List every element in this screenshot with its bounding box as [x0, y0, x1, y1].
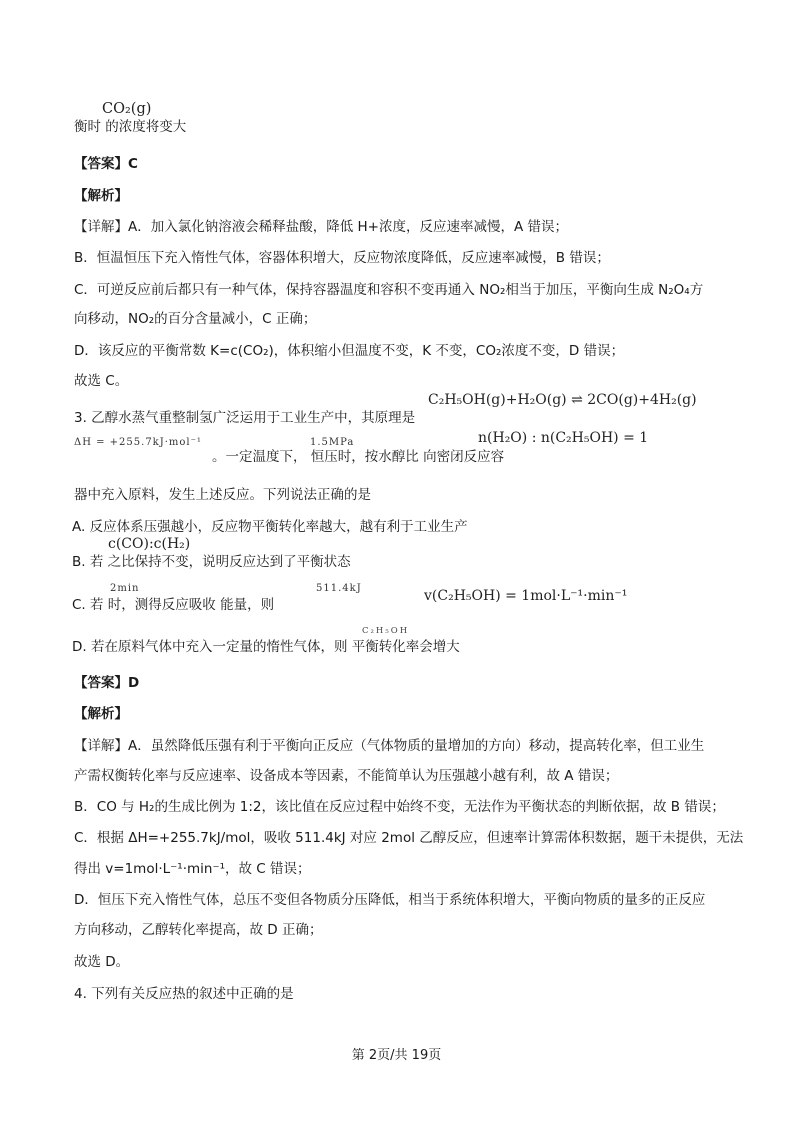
q3-detail-a-line2: 产需权衡转化率与反应速率、设备成本等因素，不能简单认为压强越小越有利，故 A 错误；: [74, 768, 619, 784]
q2-answer: 【答案】C: [74, 156, 138, 172]
q3-option-c-time: 2min: [110, 583, 140, 594]
q3-detail-c-line1: C．根据 ΔH=+255.7kJ/mol，吸收 511.4kJ 对应 2mol 乙醇反应，但速率计算需体积数据，题干未提供，无法: [74, 830, 744, 846]
q3-pressure: 1.5MPa: [310, 437, 355, 448]
q4-stem: 4. 下列有关反应热的叙述中正确的是: [74, 986, 294, 1002]
q3-detail-d-line2: 方向移动，乙醇转化率提高，故 D 正确；: [74, 922, 323, 938]
q3-option-a: A. 反应体系压强越小，反应物平衡转化率越大，越有利于工业生产: [72, 519, 468, 535]
q3-option-d-formula: C₂H₅OH: [362, 626, 410, 636]
q3-option-c: C. 若 时，测得反应吸收 能量，则: [72, 597, 275, 613]
q3-enthalpy: ΔH = +255.7kJ·mol⁻¹: [74, 437, 202, 448]
q3-option-d: D. 若在原料气体中充入一定量的惰性气体，则 平衡转化率会增大: [72, 639, 460, 655]
q3-reaction-equation: C₂H₅OH(g)+H₂O(g) ⇌ 2CO(g)+4H₂(g): [428, 392, 697, 408]
q3-detail-b: B．CO 与 H₂的生成比例为 1:2，该比值在反应过程中始终不变，无法作为平衡状态的判断依据，故 B 错误；: [74, 799, 725, 815]
q2-detail-d: D．该反应的平衡常数 K=c(CO₂)，体积缩小但温度不变，K 不变，CO₂浓度不变，D 错误；: [74, 343, 625, 359]
q2-detail-a: 【详解】A．加入氯化钠溶液会稀释盐酸，降低 H+浓度，反应速率减慢，A 错误；: [74, 219, 569, 235]
q3-detail-c-line2: 得出 v=1mol·L⁻¹·min⁻¹，故 C 错误；: [74, 861, 311, 877]
q3-stem-line2: 。一定温度下， 恒压时，按水醇比 向密闭反应容: [212, 449, 505, 465]
q3-detail-a-line1: 【详解】A．虽然降低压强有利于平衡向正反应（气体物质的量增加的方向）移动，提高转化率，但工业生: [74, 738, 705, 754]
q3-option-c-rate: v(C₂H₅OH) = 1mol·L⁻¹·min⁻¹: [424, 588, 628, 604]
q3-option-b: B. 若 之比保持不变，说明反应达到了平衡状态: [72, 554, 351, 570]
q3-option-b-formula: c(CO):c(H₂): [108, 536, 191, 552]
co2-formula: CO₂(g): [102, 101, 152, 117]
q3-detail-d-line1: D．恒压下充入惰性气体，总压不变但各物质分压降低，相当于系统体积增大，平衡向物质的量多的正反应: [74, 892, 706, 908]
page-footer: 第 2页/共 19页: [351, 1048, 442, 1063]
q2-detail-c-line2: 向移动，NO₂的百分含量减小，C 正确；: [74, 311, 317, 327]
q2-detail-b: B．恒温恒压下充入惰性气体，容器体积增大，反应物浓度降低，反应速率减慢，B 错误；: [74, 250, 610, 266]
q2-analysis-label: 【解析】: [74, 188, 128, 204]
q3-analysis-label: 【解析】: [74, 706, 128, 722]
q3-conclusion: 故选 D。: [74, 954, 130, 970]
q2-detail-c-line1: C．可逆反应前后都只有一种气体，保持容器温度和容积不变再通入 NO₂相当于加压，平衡向生成 N₂O₄方: [74, 282, 704, 298]
q3-option-c-energy: 511.4kJ: [316, 583, 362, 594]
q3-answer: 【答案】D: [74, 675, 140, 691]
q3-stem-line3: 器中充入原料，发生上述反应。下列说法正确的是: [74, 487, 371, 503]
q3-ratio-formula: n(H₂O) : n(C₂H₅OH) = 1: [478, 430, 649, 446]
carryover-line: 衡时 的浓度将变大: [74, 119, 187, 135]
q3-stem-line1: 3. 乙醇水蒸气重整制氢广泛运用于工业生产中，其原理是: [74, 410, 416, 426]
q2-conclusion: 故选 C。: [74, 373, 129, 389]
